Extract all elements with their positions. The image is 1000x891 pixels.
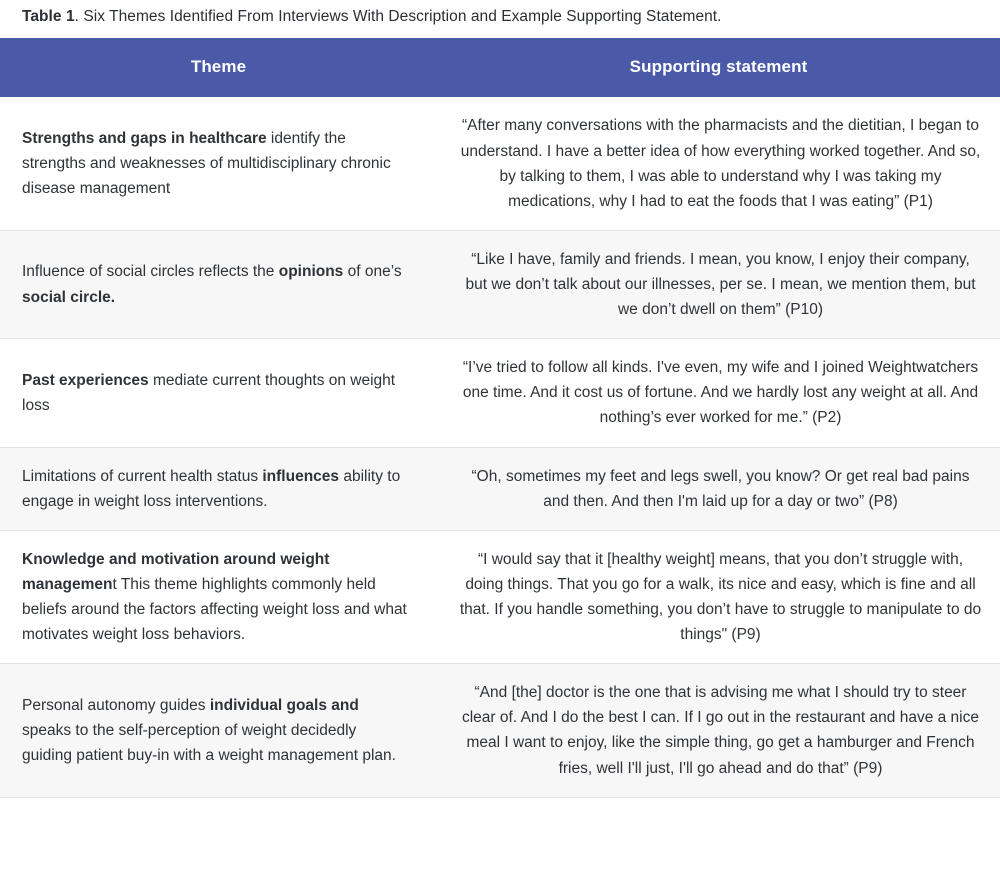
table-row — [0, 230, 1000, 338]
theme-pre-text: Influence of social circles reflects the — [22, 263, 279, 281]
theme-cell — [0, 97, 437, 230]
theme-rest-text: speaks to the self-perception of weight decidedly guiding patient buy-in with a weight management plan. — [22, 721, 396, 764]
supporting-statement-cell: “Oh, sometimes my feet and legs swell, you know? Or get real bad pains and then. And then I'm laid up for a day or two” (P8) — [471, 467, 970, 510]
theme-bold-text: opinions — [278, 263, 344, 281]
theme-bold-text: individual goals and — [209, 696, 359, 714]
table-caption-label: Table 1 — [22, 8, 75, 25]
table-row — [0, 530, 1000, 663]
theme-mid-text: of one’s — [343, 263, 402, 281]
table-head — [0, 38, 1000, 97]
table-caption — [0, 0, 1000, 38]
theme-bold-text: Strengths and gaps in healthcare — [22, 130, 267, 148]
theme-bold-text: Past experiences — [22, 371, 149, 389]
table-row — [0, 97, 1000, 230]
supporting-statement-cell: “Like I have, family and friends. I mean, you know, I enjoy their company, but we don’t talk about our illnesses, per se. I mean, we mention them, but we don’t dwell on them” (P10) — [465, 250, 976, 319]
table-caption-text: . Six Themes Identified From Interviews With Description and Example Supporting Statement. — [74, 8, 722, 25]
theme-bold-text-2: social circle. — [22, 288, 116, 306]
table-header-row — [0, 38, 1000, 97]
supporting-statement-cell: “I would say that it [healthy weight] means, that you don’t struggle with, doing things. That you go for a walk, its nice and easy, which is fine and all that. If you handle something, you don’t have to struggle to manipulate to do things" (P9) — [459, 550, 982, 644]
table-body — [0, 97, 1000, 797]
theme-cell — [0, 447, 437, 530]
theme-rest-text: ability to engage in weight loss interventions. — [22, 467, 401, 510]
theme-rest-text: identify the strengths and weaknesses of multidisciplinary chronic disease management — [22, 130, 391, 198]
supporting-statement-cell: “After many conversations with the pharmacists and the dietitian, I began to understand. I have a better idea of how everything worked together. And so, by talking to them, I was able to understand why I was taking my medications, why I had to eat the foods that I was eating” (P1) — [460, 117, 981, 210]
supporting-statement-cell: “And [the] doctor is the one that is advising me what I should try to steer clear of. And I do the best I can. If I go out in the restaurant and have a nice meal I want to enjoy, like the simple thing, go get a hamburger and French fries, well I'll just, I'll go ahead and do that” (P9) — [461, 684, 979, 777]
table-row — [0, 447, 1000, 530]
theme-cell — [0, 530, 437, 663]
theme-rest-text: t This theme highlights commonly held beliefs around the factors affecting weight loss and what motivates weight loss behaviors. — [22, 575, 407, 644]
theme-bold-text: Knowledge and motivation around weight managemen — [22, 550, 330, 593]
theme-rest-text: mediate current thoughts on weight loss — [22, 371, 396, 414]
supporting-statement-cell: “I’ve tried to follow all kinds. I've even, my wife and I joined Weightwatchers one time. And it cost us of fortune. And we hardly lost any weight at all. And nothing’s ever worked for me.” (P2) — [462, 359, 979, 427]
theme-pre-text: Personal autonomy guides — [22, 696, 210, 714]
theme-cell — [0, 230, 437, 338]
theme-cell — [0, 664, 437, 797]
column-header-theme: Theme — [190, 57, 247, 77]
theme-cell — [0, 339, 437, 447]
table-row — [0, 664, 1000, 797]
column-header-supporting-statement: Supporting statement — [629, 57, 808, 77]
theme-bold-text: influences — [262, 467, 340, 485]
table-row — [0, 339, 1000, 447]
theme-pre-text: Limitations of current health status — [22, 467, 263, 485]
themes-table — [0, 38, 1000, 797]
